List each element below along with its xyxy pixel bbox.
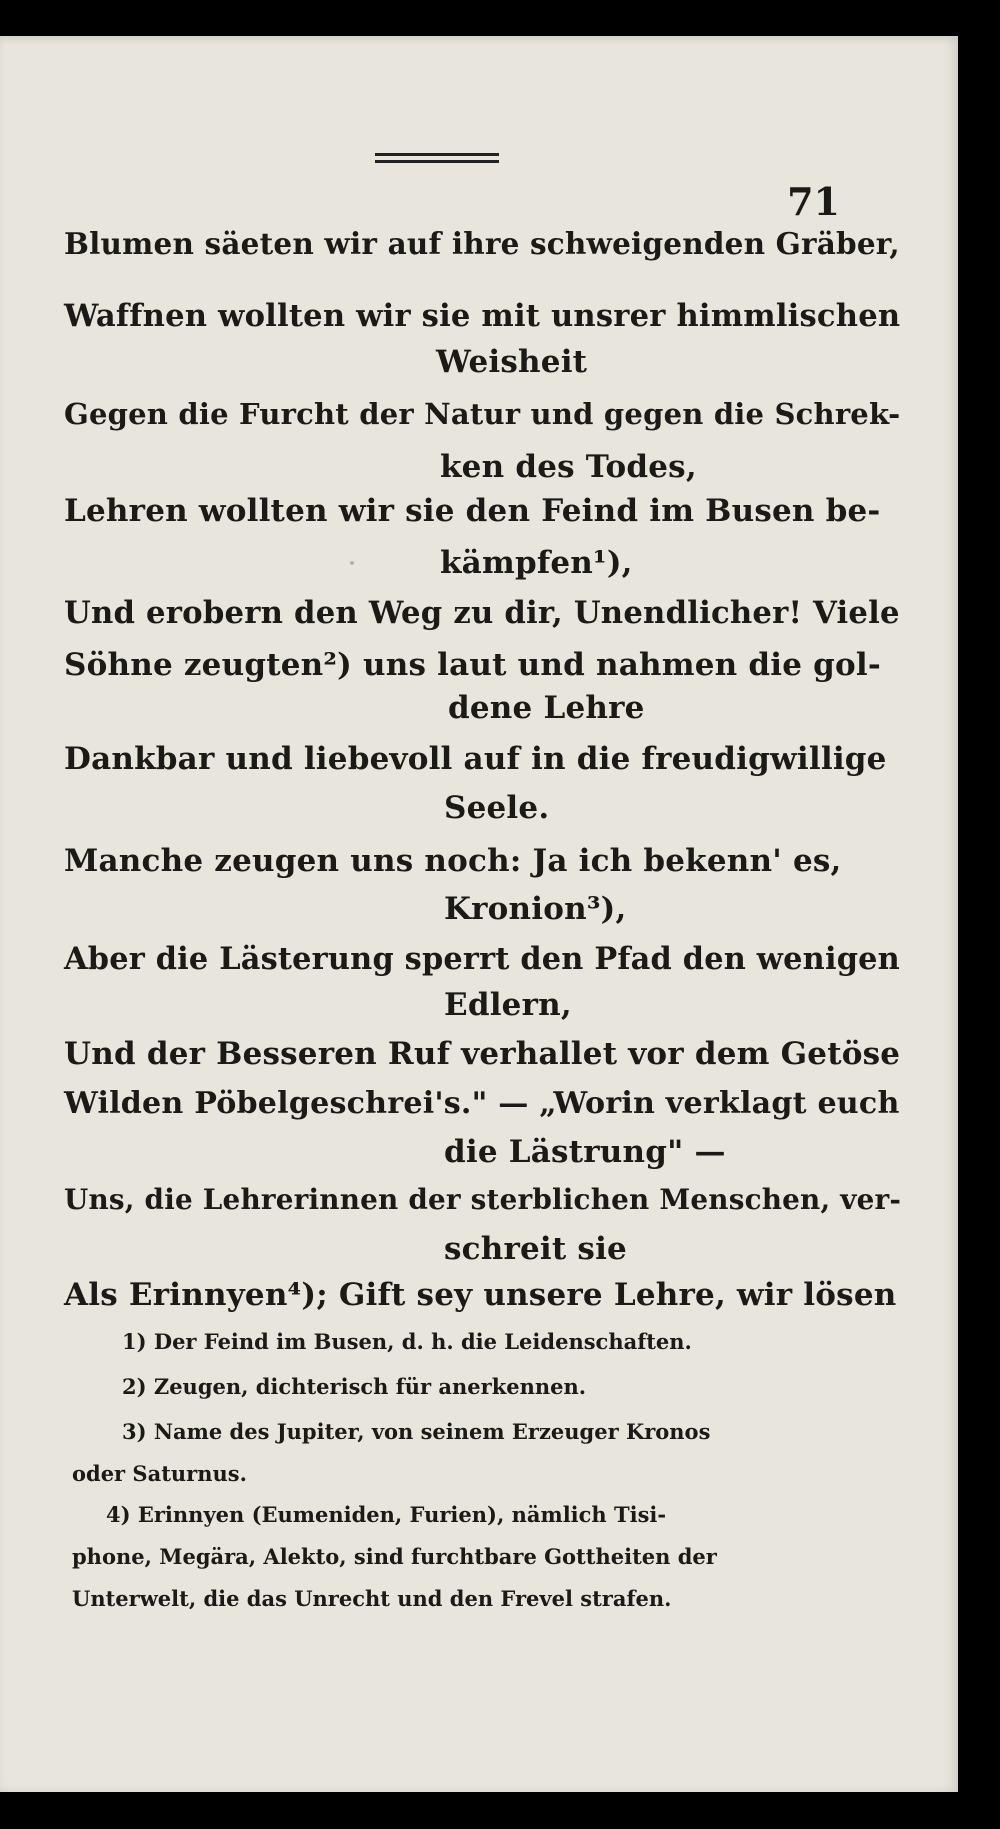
poem-line-continuation: Weisheit xyxy=(436,344,588,380)
poem-line-continuation: schreit sie xyxy=(444,1231,627,1267)
footnote-line: oder Saturnus. xyxy=(72,1461,247,1486)
poem-line-continuation: dene Lehre xyxy=(448,690,645,726)
book-page xyxy=(0,36,958,1792)
footnote-line: 2) Zeugen, dichterisch für anerkennen. xyxy=(122,1374,587,1399)
footnote-line: 3) Name des Jupiter, von seinem Erzeuger Kronos xyxy=(122,1419,711,1444)
poem-line: Blumen säeten wir auf ihre schweigenden Gräber, xyxy=(64,226,900,261)
poem-line-continuation: die Lästrung" — xyxy=(444,1134,726,1170)
poem-line: Lehren wollten wir sie den Feind im Busen be- xyxy=(64,493,881,529)
poem-line: Uns, die Lehrerinnen der sterblichen Menschen, ver- xyxy=(64,1183,902,1216)
poem-line-continuation: Edlern, xyxy=(444,987,572,1023)
poem-line: Waffnen wollten wir sie mit unsrer himmlischen xyxy=(64,298,901,334)
poem-line-continuation: kämpfen¹), xyxy=(440,545,633,581)
poem-line: Und erobern den Weg zu dir, Unendlicher! Viele xyxy=(64,595,900,631)
poem-line: Als Erinnyen⁴); Gift sey unsere Lehre, wir lösen xyxy=(64,1277,897,1313)
poem-line: Und der Besseren Ruf verhallet vor dem Getöse xyxy=(64,1036,901,1072)
footnote-line: Unterwelt, die das Unrecht und den Frevel strafen. xyxy=(72,1586,672,1611)
poem-line: Dankbar und liebevoll auf in die freudigwillige xyxy=(64,741,887,777)
header-double-rule xyxy=(375,153,499,156)
poem-line: Söhne zeugten²) uns laut und nahmen die gol- xyxy=(64,647,881,683)
footnote-line: 1) Der Feind im Busen, d. h. die Leidenschaften. xyxy=(122,1329,692,1354)
paper-speck xyxy=(350,561,354,565)
poem-line: Gegen die Furcht der Natur und gegen die Schrek- xyxy=(64,397,901,431)
page-number: 71 xyxy=(787,179,840,224)
poem-line-continuation: Kronion³), xyxy=(444,891,627,927)
poem-line: Aber die Lästerung sperrt den Pfad den wenigen xyxy=(64,941,900,977)
footnote-line: 4) Erinnyen (Eumeniden, Furien), nämlich Tisi- xyxy=(106,1502,667,1527)
poem-line: Wilden Pöbelgeschrei's." — „Worin verklagt euch xyxy=(64,1086,900,1121)
poem-line-continuation: ken des Todes, xyxy=(440,449,697,485)
poem-line: Manche zeugen uns noch: Ja ich bekenn' es, xyxy=(64,843,842,879)
poem-line-continuation: Seele. xyxy=(444,790,550,826)
footnote-line: phone, Megära, Alekto, sind furchtbare Gottheiten der xyxy=(72,1544,717,1569)
